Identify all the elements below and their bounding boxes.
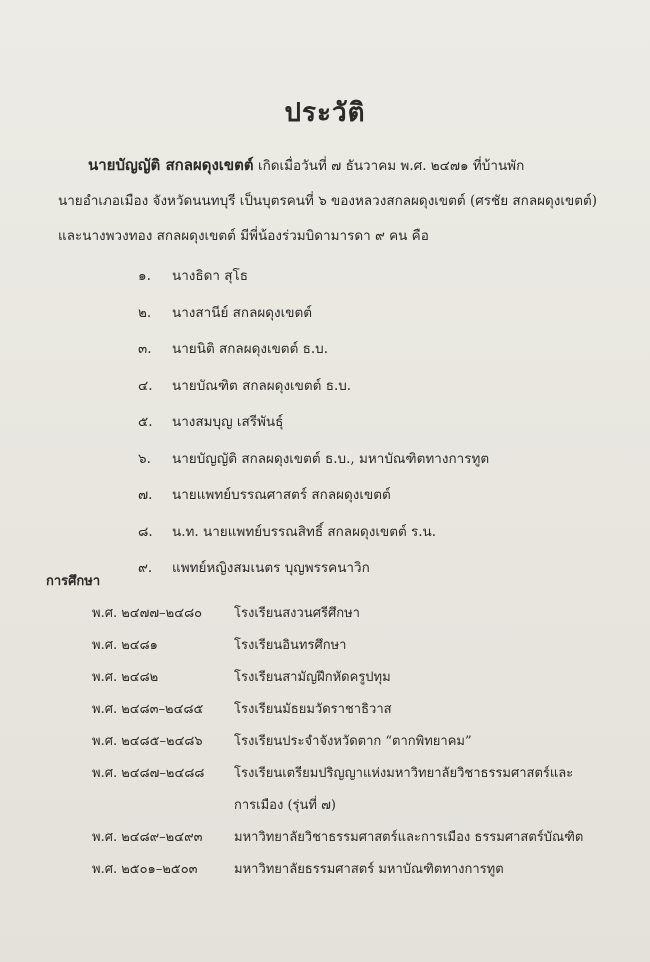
list-item: ๗. นายแพทย์บรรณศาสตร์ สกลผดุงเขตต์ [138, 487, 391, 504]
table-row: พ.ศ. ๒๔๘๗–๒๔๘๘ โรงเรียนเตรียมปริญญาแห่งมหาวิทยาลัยวิชาธรรมศาสตร์และการเมือง (รุ่นที่ ๗) [92, 766, 574, 813]
table-row: พ.ศ. ๒๔๘๕–๒๔๘๖ โรงเรียนประจำจังหวัดตาก “ตากพิทยาคม” [92, 734, 472, 749]
table-row: พ.ศ. ๒๔๘๓–๒๔๘๕ โรงเรียนมัธยมวัดราชาธิวาส [92, 702, 392, 717]
list-item: ๑. นางธิดา สุโธ [138, 268, 249, 285]
list-item: ๒. นางสานีย์ สกลผดุงเขตต์ [138, 304, 312, 321]
page-title: ประวัติ [284, 98, 366, 128]
subject-name: นายบัญญัติ สกลผดุงเขตต์ [88, 156, 254, 174]
table-row: พ.ศ. ๒๔๘๑ โรงเรียนอินทรศึกษา [92, 638, 347, 653]
bio-line-3: และนางพวงทอง สกลผดุงเขตต์ มีพี่น้องร่วมบิดามารดา ๙ คน คือ [58, 228, 429, 244]
bio-line-1: เกิดเมื่อวันที่ ๗ ธันวาคม พ.ศ. ๒๔๗๑ ที่บ้านพัก [257, 158, 525, 174]
list-item: ๓. นายนิติ สกลผดุงเขตต์ ธ.บ. [138, 341, 329, 358]
table-row: พ.ศ. ๒๔๗๗–๒๔๘๐ โรงเรียนสงวนศรีศึกษา [92, 606, 360, 621]
biography-paragraph [58, 148, 618, 254]
siblings-list [138, 257, 608, 586]
bio-line-2: นายอำเภอเมือง จังหวัดนนทบุรี เป็นบุตรคนที่ ๖ ของหลวงสกลผดุงเขตต์ (ศรชัย สกลผดุงเขตต์) [58, 193, 598, 209]
list-item: ๕. นางสมบุญ เสรีพันธุ์ [138, 414, 284, 431]
education-list [92, 598, 612, 886]
list-item: ๙. แพทย์หญิงสมเนตร บุญพรรคนาวิก [138, 560, 370, 577]
table-row: พ.ศ. ๒๕๐๑–๒๕๐๓ มหาวิทยาลัยธรรมศาสตร์ มหาบัณฑิตทางการทูต [92, 862, 504, 877]
list-item: ๖. นายบัญญัติ สกลผดุงเขตต์ ธ.บ., มหาบัณฑิตทางการทูต [138, 450, 490, 467]
list-item: ๘. น.ท. นายแพทย์บรรณสิทธิ์ สกลผดุงเขตต์ ร.น. [138, 523, 437, 540]
table-row: พ.ศ. ๒๔๘๒ โรงเรียนสามัญฝึกหัดครูปทุม [92, 670, 391, 685]
list-item: ๔. นายบัณฑิต สกลผดุงเขตต์ ธ.บ. [138, 377, 352, 394]
table-row: พ.ศ. ๒๔๘๙–๒๔๙๓ มหาวิทยาลัยวิชาธรรมศาสตร์และการเมือง ธรรมศาสตร์บัณฑิต [92, 830, 584, 845]
education-heading: การศึกษา [46, 574, 101, 589]
